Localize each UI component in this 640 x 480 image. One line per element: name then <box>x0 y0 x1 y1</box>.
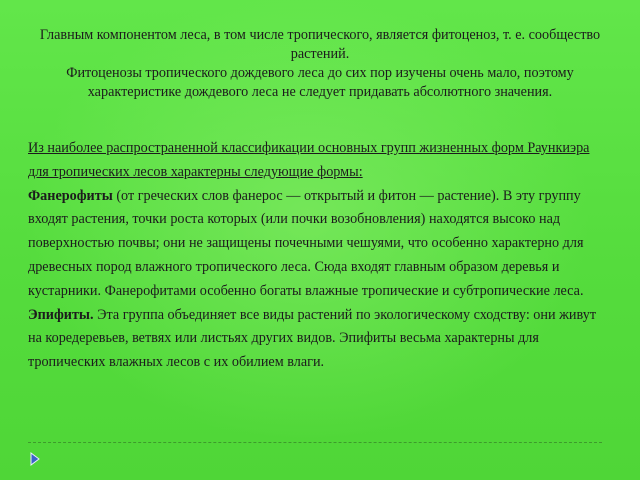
main-text <box>28 137 610 375</box>
intro-block <box>28 26 612 102</box>
phanerophytes-text: (от греческих слов фанерос — открытый и фитон — растение). В эту группу входят растения, точки роста которых (или почки возобновления) находятся высоко над поверхностью почвы; они не защищены почечными чешуями, что особенно характерно для древесных пород влажного тропического леса. Сюда входят главным образом деревья и кустарники. Фанерофитами особенно богаты влажные тропические и субтропические леса. <box>28 187 584 299</box>
epiphytes-text: Эта группа объединяет все виды растений по экологическому сходству: они живут на коредеревьев, ветвях или листьях других видов. Эпифиты весьма характерны для тропических влажных лесов с их обилием влаги. <box>28 306 597 371</box>
epiphytes-paragraph <box>28 304 610 375</box>
intro-line-1: Главным компонентом леса, в том числе тропического, является фитоценоз, т. е. сообщество растений. <box>39 27 601 62</box>
slide-divider <box>28 442 602 443</box>
epiphytes-term: Эпифиты. <box>28 306 94 323</box>
phanerophytes-paragraph <box>28 185 610 304</box>
classification-heading: Из наиболее распространенной классификации основных групп жизненных форм Раункиэра для тропических лесов характерны следующие формы: <box>28 140 590 180</box>
play-arrow-icon[interactable] <box>30 452 40 466</box>
intro-line-2: Фитоценозы тропического дождевого леса до сих пор изучены очень мало, поэтому характеристике дождевого леса не следует придавать абсолютного значения. <box>66 65 574 100</box>
phanerophytes-term: Фанерофиты <box>28 187 113 204</box>
